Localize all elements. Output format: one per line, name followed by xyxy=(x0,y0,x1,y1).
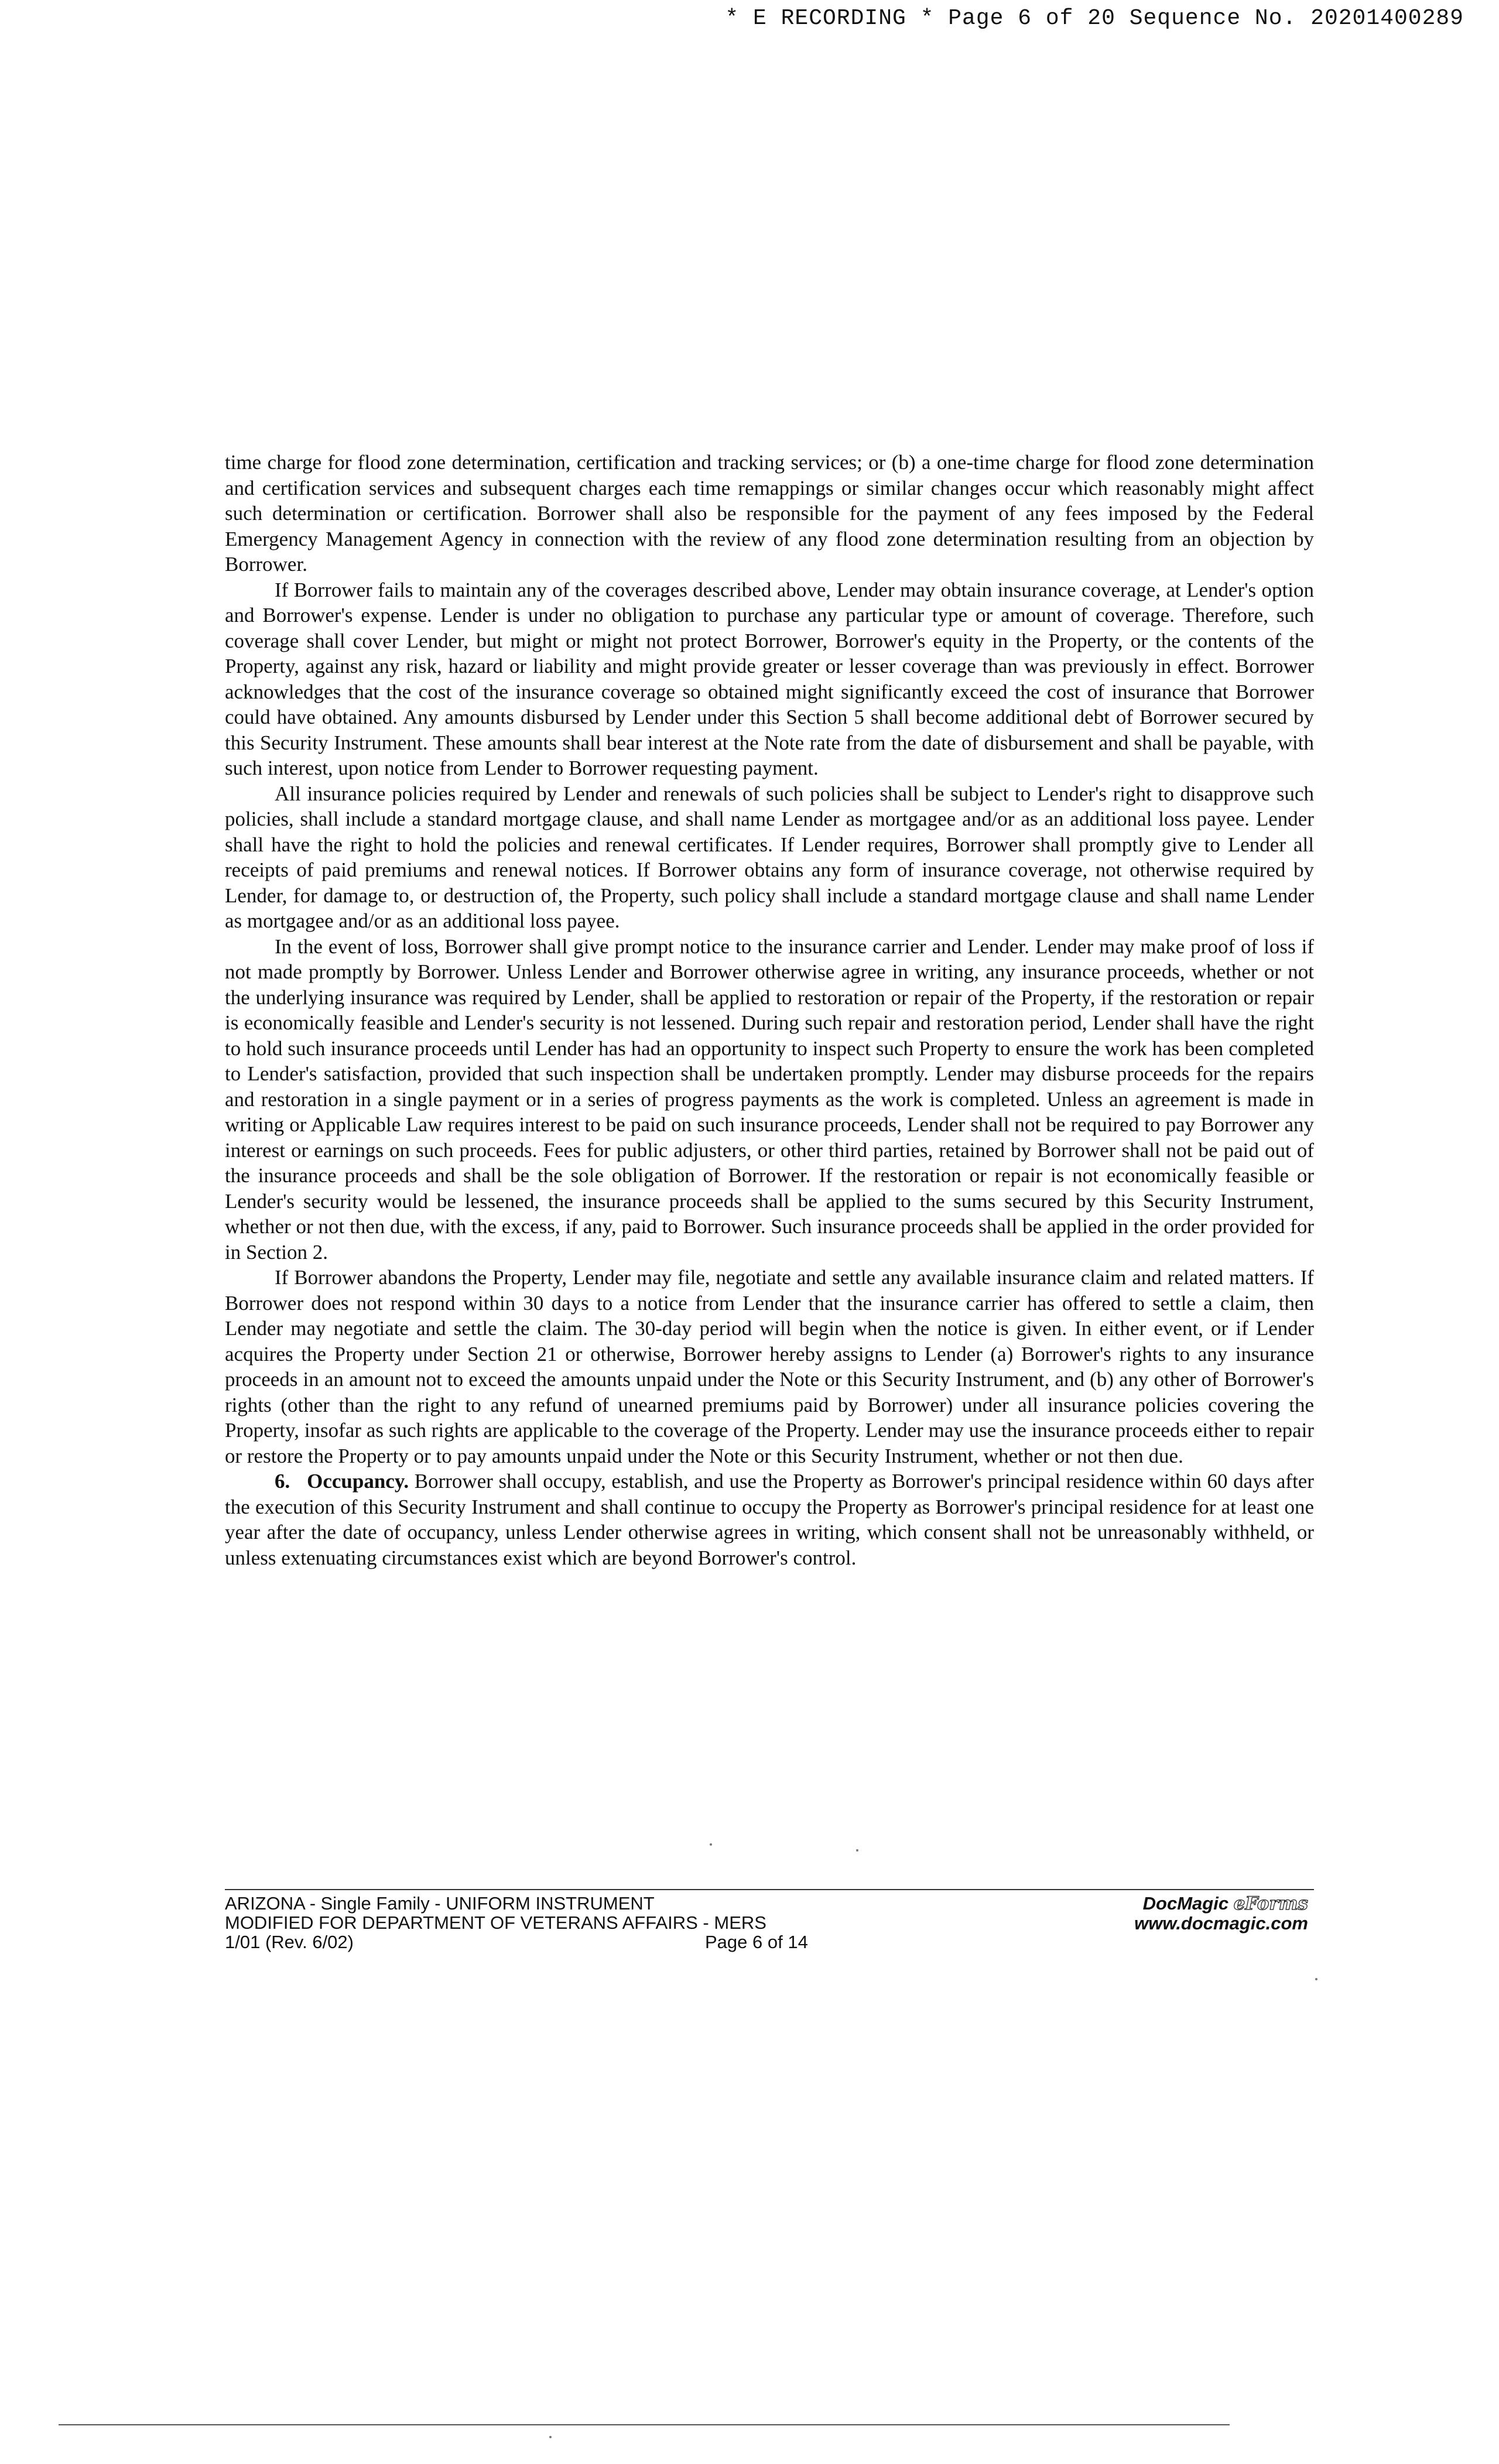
footer-divider xyxy=(225,1889,1314,1890)
form-line-1: ARIZONA - Single Family - UNIFORM INSTRUMENT xyxy=(225,1893,655,1914)
scan-speck xyxy=(549,2436,552,2438)
brand-name: DocMagic xyxy=(1142,1893,1229,1914)
form-line-3: 1/01 (Rev. 6/02) xyxy=(225,1932,354,1952)
section-6-occupancy xyxy=(225,1469,1314,1570)
scan-speck xyxy=(856,1849,858,1852)
section-text: Borrower shall occupy, establish, and use the Property as Borrower's principal residence within 60 days after the execution of this Security Instrument and shall continue to occupy the Property as Borrower's principal residence for at least one year after the date of occupancy, unless Lender otherwise agrees in writing, which consent shall not be unreasonably withheld, or unless extenuating circumstances exist which are beyond Borrower's control. xyxy=(225,1470,1314,1569)
scan-speck xyxy=(1315,1978,1317,1980)
brand-url: www.docmagic.com xyxy=(1134,1913,1308,1933)
paragraph-lender-obtain-coverage: If Borrower fails to maintain any of the coverages described above, Lender may obtain insurance coverage, at Lender's option and Borrower's expense. Lender is under no obligation to purchase any particular type or amount of coverage. Therefore, such coverage shall cover Lender, but might or might not protect Borrower, Borrower's equity in the Property, or the contents of the Property, against any risk, hazard or liability and might provide greater or lesser coverage than was previously in effect. Borrower acknowledges that the cost of the insurance coverage so obtained might significantly exceed the cost of insurance that Borrower could have obtained. Any amounts disbursed by Lender under this Section 5 shall become additional debt of Borrower secured by this Security Instrument. These amounts shall bear interest at the Note rate from the date of disbursement and shall be payable, with such interest, upon notice from Lender to Borrower requesting payment. xyxy=(225,578,1314,779)
paragraph-flood-zone-continued: time charge for flood zone determination, certification and tracking services; or (b) a one-time charge for flood zone determination and certification services and subsequent charges each time remappings or similar changes occur which reasonably might affect such determination or certification. Borrower shall also be responsible for the payment of any fees imposed by the Federal Emergency Management Agency in connection with the review of any flood zone determination resulting from an objection by Borrower. xyxy=(225,451,1314,576)
scan-speck xyxy=(710,1843,712,1846)
brand-eforms: eForms xyxy=(1233,1893,1308,1914)
paragraph-insurance-policies: All insurance policies required by Lender and renewals of such policies shall be subject to Lender's right to disapprove such policies, shall include a standard mortgage clause, and shall name Lender as mortgagee and/or as an additional loss payee. Lender shall have the right to hold the policies and renewal certificates. If Lender requires, Borrower shall promptly give to Lender all receipts of paid premiums and renewal notices. If Borrower obtains any form of insurance coverage, not otherwise required by Lender, for damage to, or destruction of, the Property, such policy shall include a standard mortgage clause and shall name Lender as mortgagee and/or as an additional loss payee. xyxy=(225,782,1314,932)
section-title: Occupancy. xyxy=(307,1470,409,1493)
page-number: Page 6 of 14 xyxy=(705,1932,808,1952)
bottom-scan-line xyxy=(59,2424,1230,2425)
docmagic-logo xyxy=(1134,1894,1308,1933)
form-line-2: MODIFIED FOR DEPARTMENT OF VETERANS AFFAIRS - MERS xyxy=(225,1912,766,1933)
paragraph-event-of-loss: In the event of loss, Borrower shall give prompt notice to the insurance carrier and Lender. Lender may make proof of loss if not made promptly by Borrower. Unless Lender and Borrower otherwise agree in writing, any insurance proceeds, whether or not the underlying insurance was required by Lender, shall be applied to restoration or repair of the Property, if the restoration or repair is economically feasible and Lender's security is not lessened. During such repair and restoration period, Lender shall have the right to hold such insurance proceeds until Lender has had an opportunity to inspect such Property to ensure the work has been completed to Lender's satisfaction, provided that such inspection shall be undertaken promptly. Lender may disburse proceeds for the repairs and restoration in a single payment or in a series of progress payments as the work is completed. Unless an agreement is made in writing or Applicable Law requires interest to be paid on such insurance proceeds, Lender shall not be required to pay Borrower any interest or earnings on such proceeds. Fees for public adjusters, or other third parties, retained by Borrower shall not be paid out of the insurance proceeds and shall be the sole obligation of Borrower. If the restoration or repair is not economically feasible or Lender's security would be lessened, the insurance proceeds shall be applied to the sums secured by this Security Instrument, whether or not then due, with the excess, if any, paid to Borrower. Such insurance proceeds shall be applied in the order provided for in Section 2. xyxy=(225,935,1314,1264)
document-body xyxy=(225,450,1314,1570)
page-footer xyxy=(225,1894,1314,1952)
recording-header: * E RECORDING * Page 6 of 20 Sequence No. 20201400289 xyxy=(725,6,1464,31)
section-number: 6. xyxy=(275,1470,290,1493)
paragraph-abandonment: If Borrower abandons the Property, Lender may file, negotiate and settle any available insurance claim and related matters. If Borrower does not respond within 30 days to a notice from Lender that the insurance carrier has offered to settle a claim, then Lender may negotiate and settle the claim. The 30-day period will begin when the notice is given. In either event, or if Lender acquires the Property under Section 21 or otherwise, Borrower hereby assigns to Lender (a) Borrower's rights to any insurance proceeds in an amount not to exceed the amounts unpaid under the Note or this Security Instrument, and (b) any other of Borrower's rights (other than the right to any refund of unearned premiums paid by Borrower) under all insurance policies covering the Property, insofar as such rights are applicable to the coverage of the Property. Lender may use the insurance proceeds either to repair or restore the Property or to pay amounts unpaid under the Note or this Security Instrument, whether or not then due. xyxy=(225,1266,1314,1467)
